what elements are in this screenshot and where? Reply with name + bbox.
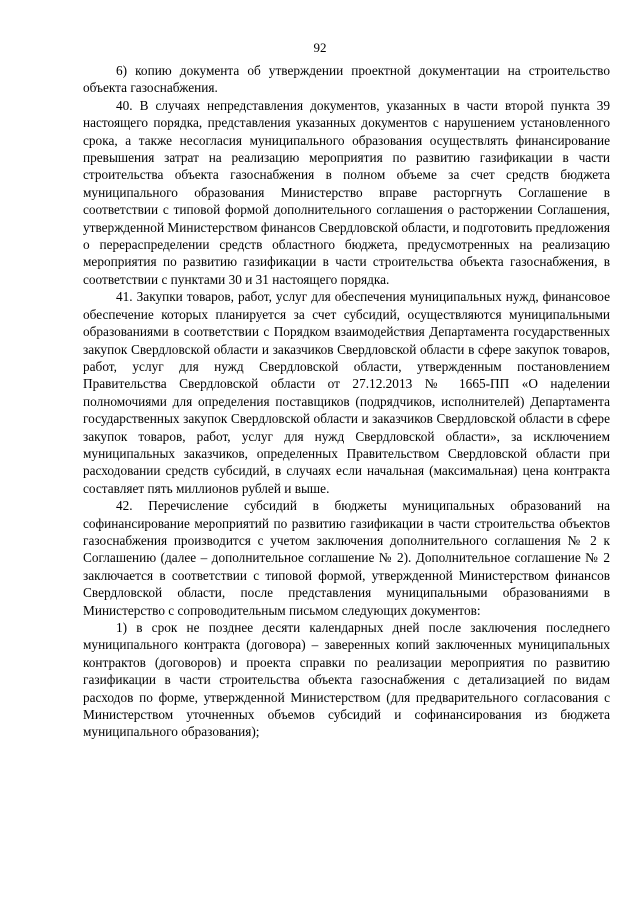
paragraph-40: 40. В случаях непредставления документов, указанных в части второй пункта 39 настоящего порядка, представления указанных документов с нарушением установленного срока, а также несогласия муниципального образования осуществлять финансирование превышения затрат на реализацию мероприятия по развитию газификации в части строительства объекта газоснабжения в полном объеме за счет средств бюджета муниципального образования Министерство вправе расторгнуть Соглашение в соответствии с типовой формой дополнительного соглашения о расторжении Соглашения, утвержденной Министерством финансов Свердловской области, и подготовить предложения о перераспределении средств областного бюджета, предусмотренных на реализацию мероприятия по развитию газификации в части строительства объекта газоснабжения, в соответствии с пунктами 30 и 31 настоящего порядка. [83, 97, 610, 287]
paragraph-item-6: 6) копию документа об утверждении проектной документации на строительство объекта газоснабжения. [83, 63, 610, 96]
paragraph-42: 42. Перечисление субсидий в бюджеты муниципальных образований на софинансирование мероприятий по развитию газификации в части строительства объектов газоснабжения производится с учетом заключения дополнительного соглашения № 2 к Соглашению (далее – дополнительное соглашение № 2). Дополнительное соглашение № 2 заключается в соответствии с типовой формой, утвержденной Министерством финансов Свердловской области, после представления муниципальными образованиями в Министерство с сопроводительным письмом следующих документов: [83, 498, 610, 618]
paragraph-41: 41. Закупки товаров, работ, услуг для обеспечения муниципальных нужд, финансовое обеспечение которых планируется за счет субсидий, осуществляются муниципальными образованиями в соответствии с Порядком взаимодействия Департамента государственных закупок Свердловской области и заказчиков Свердловской области в сфере закупок товаров, работ, услуг для нужд Свердловской области, утвержденным постановлением Правительства Свердловской области от 27.12.2013 № 1665-ПП «О наделении полномочиями для определения поставщиков (подрядчиков, исполнителей) Департамента государственных закупок Свердловской области и заказчиков Свердловской области в сфере закупок товаров, работ, услуг для нужд Свердловской области», за исключением муниципальных заказчиков, определенных Правительством Свердловской области при расходовании средств субсидий, в случаях если начальная (максимальная) цена контракта составляет пять миллионов рублей и выше. [83, 289, 610, 496]
paragraph-42-item-1: 1) в срок не позднее десяти календарных дней после заключения последнего муниципального контракта (договора) – заверенных копий заключенных муниципальных контрактов (договоров) и проекта справки по реализации мероприятия по развитию газификации в части строительства объекта газоснабжения с детализацией по видам расходов по форме, утвержденной Министерством (для предварительного согласования с Министерством уточненных объемов субсидий и софинансирования из бюджета муниципального образования); [83, 620, 610, 740]
document-body [83, 62, 610, 741]
page-number: 92 [313, 40, 327, 55]
